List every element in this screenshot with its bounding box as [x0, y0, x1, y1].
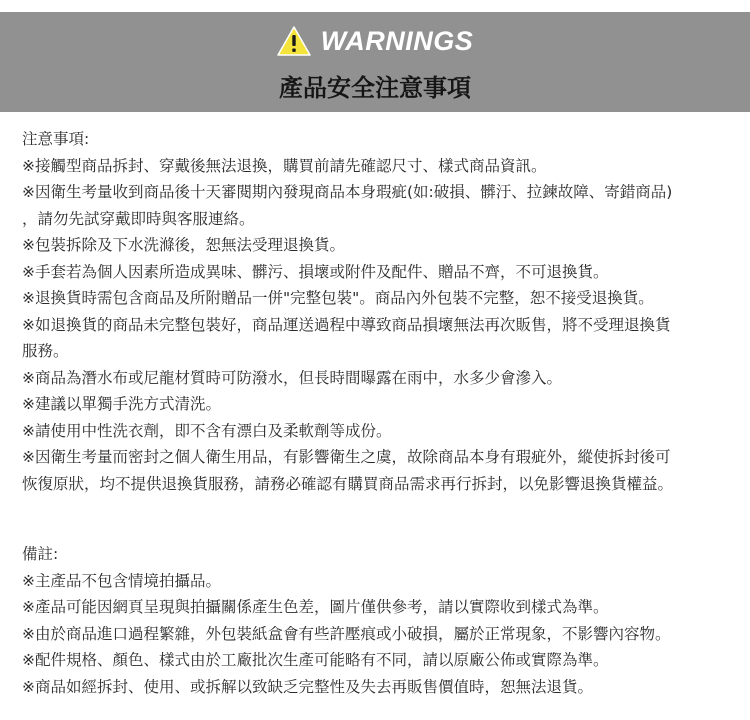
- notes-item: ※商品為潛水布或尼龍材質時可防潑水，但長時間曝露在雨中，水多少會滲入。: [22, 368, 562, 387]
- notes-heading: 注意事項:: [22, 130, 90, 148]
- remarks-item: ※配件規格、顏色、樣式由於工廠批次生產可能略有不同，請以原廠公佈或實際為準。: [22, 651, 609, 669]
- notes-item: ※接觸型商品拆封、穿戴後無法退換，購買前請先確認尺寸、樣式商品資訊。: [22, 156, 547, 175]
- notes-item: ※如退換貨的商品未完整包裝好，商品運送過程中導致商品損壞無法再次販售，將不受理退換貨: [22, 315, 671, 334]
- remarks-section: [22, 541, 737, 700]
- warning-label: WARNINGS: [320, 25, 474, 56]
- notes-item: ※退換貨時需包含商品及所附贈品一併"完整包裝"。商品內外包裝不完整，恕不接受退換貨。: [22, 289, 654, 307]
- notes-item: 服務。: [22, 342, 69, 360]
- remarks-item: ※產品可能因網頁呈現與拍攝關係產生色差，圖片僅供參考，請以實際收到樣式為準。: [22, 598, 609, 616]
- notes-item: ※手套若為個人因素所造成異味、髒污、損壞或附件及配件、贈品不齊，不可退換貨。: [22, 262, 609, 281]
- remarks-heading: 備註:: [22, 545, 59, 563]
- notes-item: 恢復原狀，均不提供退換貨服務，請務必確認有購買商品需求再行拆封，以免影響退換貨權益。: [22, 474, 674, 493]
- notes-item: ※建議以單獨手洗方式清洗。: [22, 395, 221, 413]
- notes-section: [22, 126, 737, 497]
- warning-banner: [0, 12, 750, 112]
- notes-item: ，請勿先試穿戴即時與客服連絡。: [22, 209, 255, 228]
- remarks-item: ※由於商品進口過程繁雜，外包裝紙盒會有些許壓痕或小破損，屬於正常現象，不影響內容物。: [22, 624, 671, 643]
- notes-item: ※因衛生考量而密封之個人衛生用品，有影響衛生之虞，故除商品本身有瑕疵外，縱使拆封後可: [22, 448, 671, 466]
- notes-item: ※請使用中性洗衣劑，即不含有漂白及柔軟劑等成份。: [22, 421, 392, 440]
- page-title: 產品安全注意事項: [279, 74, 471, 102]
- remarks-item: ※商品如經拆封、使用、或拆解以致缺乏完整性及失去再販售價值時，恕無法退貨。: [22, 677, 593, 696]
- warning-row: [0, 24, 750, 58]
- notes-item: ※因衛生考量收到商品後十天審閱期內發現商品本身瑕疵(如:破損、髒汙、拉鍊故障、寄錯商品): [22, 183, 673, 201]
- remarks-item: ※主產品不包含情境拍攝品。: [22, 571, 221, 590]
- warning-triangle-icon: [277, 26, 311, 56]
- notes-item: ※包裝拆除及下水洗滌後，恕無法受理退換貨。: [22, 236, 345, 254]
